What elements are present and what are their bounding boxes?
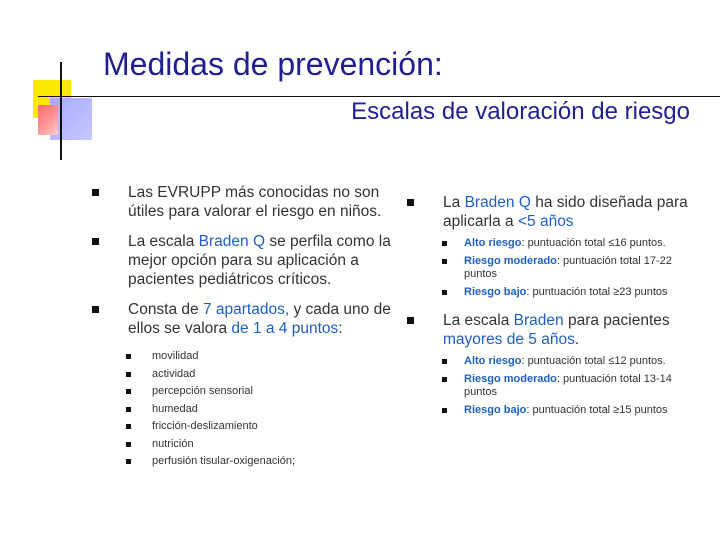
item-text: humedad — [152, 402, 198, 415]
bullet-evrupp — [92, 183, 392, 221]
list-item — [126, 453, 392, 471]
highlight-text: de 1 a 4 puntos — [231, 320, 339, 337]
square-bullet-icon — [92, 189, 99, 196]
square-bullet-icon — [126, 424, 131, 429]
right-column — [407, 193, 697, 429]
square-bullet-icon — [126, 389, 131, 394]
risk-label: Riesgo moderado — [464, 255, 557, 267]
item-text: nutrición — [152, 437, 194, 450]
risk-text: : puntuación total 13-14 puntos — [464, 373, 672, 398]
bullet-text: La escala — [128, 233, 199, 250]
item-text: movilidad — [152, 350, 199, 362]
highlight-text: mayores de 5 años — [443, 331, 575, 348]
item-text: percepción sensorial — [152, 385, 253, 397]
bullet-text: y cada uno de ellos se valora — [128, 301, 391, 337]
bullet-text: Las EVRUPP más conocidas no son útiles para valorar el riesgo en niños. — [128, 184, 382, 220]
item-text: perfusión tisular-oxigenación; — [152, 455, 296, 467]
item-text: actividad — [152, 367, 196, 380]
risk-label: Riesgo bajo — [464, 286, 527, 298]
square-bullet-icon — [92, 306, 99, 313]
risk-text: : puntuación total ≥23 puntos — [526, 286, 668, 298]
square-bullet-icon — [442, 408, 447, 413]
square-bullet-icon — [126, 407, 131, 412]
risk-label: Alto riesgo — [464, 355, 522, 367]
list-item — [126, 401, 392, 419]
highlight-text: Braden Q — [198, 233, 266, 250]
bullet-text: La — [443, 194, 465, 211]
risk-item-high — [442, 237, 697, 250]
left-column — [92, 183, 392, 482]
list-item — [126, 418, 392, 436]
list-item — [126, 383, 392, 401]
square-bullet-icon — [126, 354, 131, 359]
square-bullet-icon — [126, 442, 131, 447]
braden-risk-list — [442, 355, 697, 417]
square-bullet-icon — [126, 372, 131, 377]
highlight-text: <5 años — [517, 213, 574, 230]
risk-label: Riesgo moderado — [464, 373, 557, 385]
bullet-text: : — [338, 320, 343, 337]
risk-item-moderate — [442, 255, 697, 281]
bullet-text: para pacientes — [563, 312, 670, 329]
decor-horizontal-line — [38, 96, 720, 97]
risk-item-moderate — [442, 373, 697, 399]
risk-item-high — [442, 355, 697, 368]
braden-q-risk-list — [442, 237, 697, 299]
square-bullet-icon — [407, 317, 414, 324]
slide-title: Medidas de prevención: — [103, 46, 443, 82]
highlight-text: Braden — [513, 312, 564, 329]
list-item — [126, 348, 392, 366]
bullet-braden-q-age — [407, 193, 697, 299]
risk-item-low — [442, 404, 697, 417]
risk-text: : puntuación total ≤12 puntos. — [521, 355, 666, 367]
item-text: fricción-deslizamiento — [152, 420, 258, 432]
square-bullet-icon — [442, 241, 447, 246]
bullet-text: ha sido diseñada para aplicarla a — [443, 194, 688, 230]
square-bullet-icon — [442, 377, 447, 382]
decor-vertical-line — [60, 62, 62, 160]
risk-text: : puntuación total ≤16 puntos. — [521, 237, 666, 249]
square-bullet-icon — [407, 199, 414, 206]
list-item — [126, 436, 392, 454]
bullet-braden-age — [407, 311, 697, 417]
bullet-text: se perfila como la mejor opción para su aplicación a pacientes pediátricos críticos. — [128, 233, 391, 288]
risk-label: Riesgo bajo — [464, 404, 527, 416]
slide-subtitle: Escalas de valoración de riesgo — [351, 98, 690, 125]
bullet-apartados — [92, 300, 392, 471]
square-bullet-icon — [442, 290, 447, 295]
risk-text: : puntuación total 17-22 puntos — [464, 255, 672, 280]
bullet-text: . — [574, 331, 580, 348]
risk-text: : puntuación total ≥15 puntos — [526, 404, 668, 416]
risk-label: Alto riesgo — [464, 237, 522, 249]
square-bullet-icon — [442, 359, 447, 364]
square-bullet-icon — [442, 259, 447, 264]
bullet-text: La escala — [443, 312, 514, 329]
square-bullet-icon — [92, 238, 99, 245]
highlight-text: 7 apartados, — [202, 301, 290, 318]
list-item — [126, 366, 392, 384]
highlight-text: Braden Q — [464, 194, 531, 211]
decor-red-square — [38, 105, 58, 135]
risk-item-low — [442, 286, 697, 299]
bullet-braden-q — [92, 232, 392, 289]
bullet-text: Consta de — [128, 301, 203, 318]
square-bullet-icon — [126, 459, 131, 464]
apartados-list — [126, 348, 392, 471]
